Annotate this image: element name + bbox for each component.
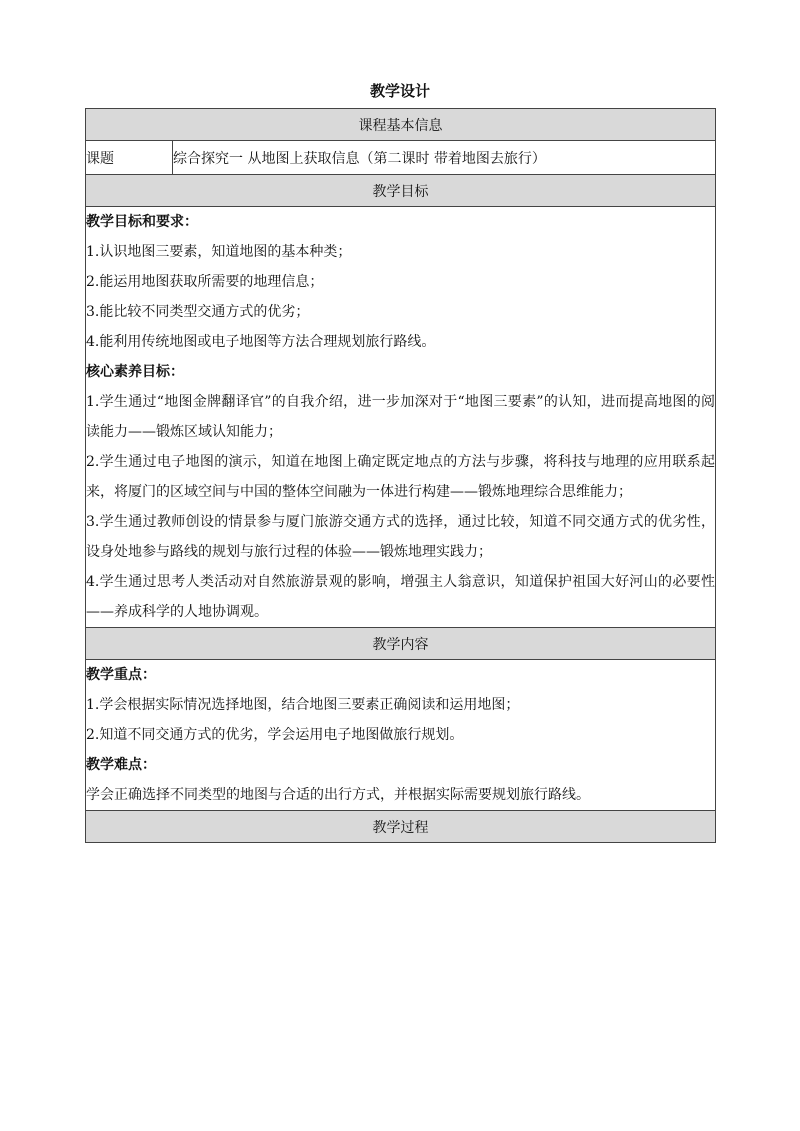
section-header-basic-info: 课程基本信息 [86, 109, 716, 141]
key-points-heading: 教学重点： [86, 667, 156, 683]
key-point-item: 2.知道不同交通方式的优劣，学会运用电子地图做旅行规划。 [86, 727, 464, 743]
core-literacy-item: 4.学生通过思考人类活动对自然旅游景观的影响，增强主人翁意识，知道保护祖国大好河山的必要性——养成科学的人地协调观。 [86, 574, 715, 620]
section-row-process [86, 811, 716, 843]
topic-label: 课题 [86, 141, 173, 175]
section-header-content: 教学内容 [86, 628, 716, 660]
document-title: 教学设计 [369, 82, 430, 100]
core-literacy-item: 3.学生通过教师创设的情景参与厦门旅游交通方式的选择，通过比较，知道不同交通方式的优劣性，设身处地参与路线的规划与旅行过程的体验——锻炼地理实践力； [86, 514, 715, 560]
section-row-content [86, 628, 716, 660]
content-cell [86, 660, 716, 811]
section-row-objectives [86, 175, 716, 207]
topic-value: 综合探究一 从地图上获取信息（第二课时 带着地图去旅行） [173, 141, 716, 175]
core-literacy-heading: 核心素养目标： [86, 364, 184, 380]
section-row-basic-info [86, 109, 716, 141]
content-row [86, 660, 716, 811]
topic-row [86, 141, 716, 175]
objectives-cell [86, 207, 716, 628]
section-header-process: 教学过程 [86, 811, 716, 843]
core-literacy-item: 1.学生通过“地图金牌翻译官”的自我介绍，进一步加深对于“地图三要素”的认知，进而提高地图的阅读能力——锻炼区域认知能力； [86, 394, 715, 440]
difficulty-text: 学会正确选择不同类型的地图与合适的出行方式，并根据实际需要规划旅行路线。 [86, 787, 590, 803]
objective-item: 1.认识地图三要素，知道地图的基本种类； [86, 244, 352, 260]
objective-item: 3.能比较不同类型交通方式的优劣； [86, 304, 310, 320]
objectives-row [86, 207, 716, 628]
difficulties-heading: 教学难点： [86, 757, 156, 773]
objective-item: 2.能运用地图获取所需要的地理信息； [86, 274, 324, 290]
lesson-plan-table [85, 108, 716, 843]
objective-item: 4.能利用传统地图或电子地图等方法合理规划旅行路线。 [86, 334, 436, 350]
core-literacy-item: 2.学生通过电子地图的演示，知道在地图上确定既定地点的方法与步骤，将科技与地理的应用联系起来，将厦门的区域空间与中国的整体空间融为一体进行构建——锻炼地理综合思维能力； [86, 454, 715, 500]
objectives-requirements-heading: 教学目标和要求： [86, 214, 198, 230]
section-header-objectives: 教学目标 [86, 175, 716, 207]
key-point-item: 1.学会根据实际情况选择地图，结合地图三要素正确阅读和运用地图； [86, 697, 520, 713]
